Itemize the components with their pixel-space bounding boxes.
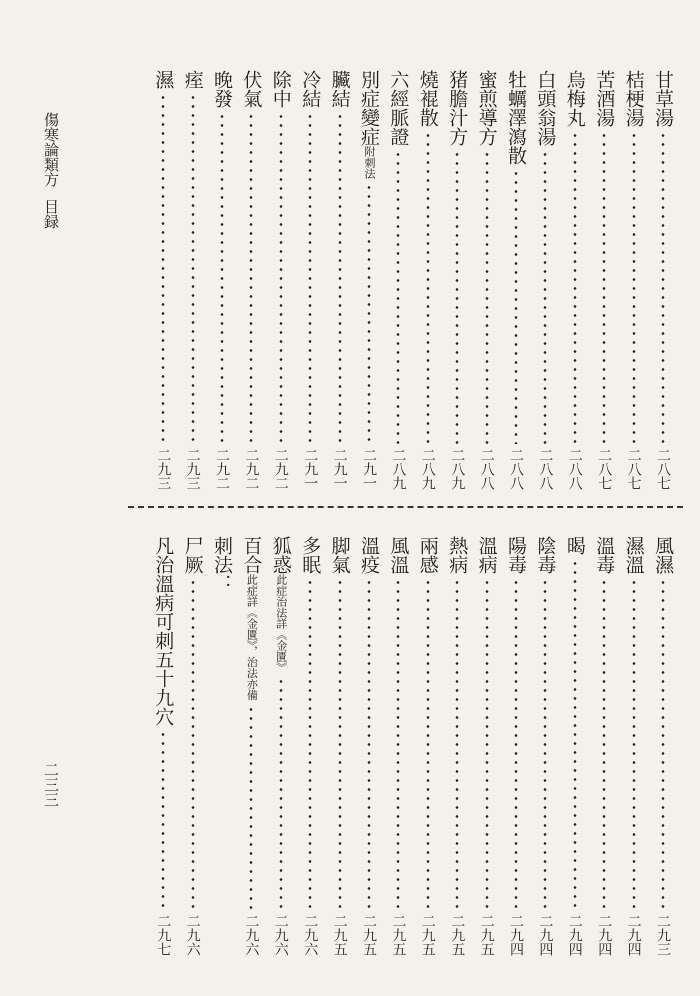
- entry-page: 二九六: [302, 914, 319, 956]
- dot-leader: [297, 578, 323, 910]
- dot-leader: [150, 730, 176, 910]
- book-title: 傷寒論類方: [42, 112, 60, 187]
- entry-title: 熱病: [446, 536, 469, 574]
- toc-entry: [503, 536, 529, 956]
- entry-page: 二九七: [155, 914, 172, 956]
- entry-page: 二九一: [331, 448, 348, 490]
- entry-page: 二八八: [537, 448, 554, 490]
- section-divider: [128, 506, 683, 508]
- toc-entry: [474, 70, 500, 490]
- entry-page: 二八七: [655, 448, 671, 490]
- dot-leader: [444, 578, 470, 910]
- dot-leader: [591, 578, 617, 910]
- entry-title: 多眠: [299, 536, 322, 574]
- toc-entry: [297, 70, 323, 490]
- entry-title: 猪膽汁方: [446, 70, 469, 146]
- toc-entry: [621, 536, 647, 956]
- dot-leader: [150, 93, 176, 444]
- entry-page: 二九四: [625, 914, 642, 956]
- entry-page: 二八九: [419, 448, 436, 490]
- toc-entry: [415, 536, 441, 956]
- dot-leader: [503, 578, 529, 910]
- toc-entry: [268, 536, 294, 956]
- entry-page: 二九六: [272, 914, 289, 956]
- entry-title: 痓: [181, 70, 204, 89]
- entry-page: 二八八: [478, 448, 495, 490]
- entry-title: 桔梗湯: [622, 70, 645, 127]
- toc-entry: [356, 70, 382, 490]
- section-label: 目録: [42, 199, 60, 229]
- entry-title: 溫疫: [358, 536, 380, 574]
- entry-title: 脚氣: [328, 536, 351, 574]
- entry-page: 二八七: [625, 448, 642, 490]
- dot-leader: [621, 131, 647, 444]
- dot-leader: [238, 705, 264, 911]
- entry-page: 二八九: [449, 448, 466, 490]
- toc-entry: [591, 70, 617, 490]
- entry-title: 溫病: [475, 536, 498, 574]
- entry-page: 二九五: [449, 914, 466, 956]
- entry-page: 二九六: [243, 914, 260, 956]
- dot-leader: [268, 677, 294, 910]
- toc-entry: [532, 70, 558, 490]
- toc-entry: [297, 536, 323, 956]
- toc-entry: [621, 70, 647, 490]
- toc-entry: [562, 70, 588, 490]
- dot-leader: [562, 131, 588, 444]
- entry-page: 二九三: [184, 448, 201, 490]
- toc-entry: [474, 536, 500, 956]
- entry-title: 風濕: [652, 536, 674, 574]
- dot-leader: [532, 150, 558, 444]
- entry-page: 二八九: [390, 448, 407, 490]
- entry-page: 二九四: [537, 914, 554, 956]
- toc-entry: [238, 70, 264, 490]
- dot-leader: [327, 578, 353, 910]
- dot-leader: [650, 578, 676, 910]
- toc-entry: [385, 70, 411, 490]
- entry-title: 狐惑: [269, 536, 292, 574]
- entry-page: 二九五: [478, 914, 495, 956]
- dot-leader: [503, 169, 529, 444]
- toc-entry: [444, 70, 470, 490]
- dot-leader: [209, 112, 235, 444]
- toc-entry: [385, 536, 411, 956]
- entry-page: 二九一: [302, 448, 319, 490]
- page-number: 二三三: [42, 762, 60, 807]
- entry-title: 蜜煎導方: [475, 70, 498, 146]
- dot-leader: [591, 131, 617, 444]
- entry-page: 二八七: [596, 448, 613, 490]
- entry-title: 濕溫: [622, 536, 645, 574]
- entry-title: 尸厥: [181, 536, 204, 574]
- entry-page: 二九六: [184, 914, 201, 956]
- entry-page: 二九二: [272, 448, 289, 490]
- toc-entry: [180, 70, 206, 490]
- dot-leader: [297, 112, 323, 444]
- toc-entry: [503, 70, 529, 490]
- dot-leader: [621, 578, 647, 910]
- entry-page: 二九二: [214, 448, 230, 490]
- toc-entry: [209, 70, 235, 490]
- dot-leader: [415, 578, 441, 910]
- entry-page: 二九四: [566, 914, 583, 956]
- toc-entry: [209, 536, 235, 956]
- toc-entry: [150, 536, 176, 956]
- entry-title: 六經脈證: [387, 70, 410, 146]
- entry-page: 二九五: [331, 914, 348, 956]
- entry-page: 二九五: [361, 914, 377, 956]
- dot-leader: [444, 150, 470, 444]
- dot-leader: [327, 112, 353, 444]
- entry-page: 二九四: [508, 914, 524, 956]
- dot-leader: [562, 559, 588, 910]
- entry-page: 二九一: [361, 448, 377, 490]
- entry-title: 苦酒湯: [593, 70, 616, 127]
- toc-entry: [415, 70, 441, 490]
- dot-leader: [385, 150, 411, 444]
- entry-title: 除中: [269, 70, 292, 108]
- dot-leader: [356, 183, 382, 444]
- dot-leader: [474, 150, 500, 444]
- toc-entry: [650, 536, 676, 956]
- toc-entry: [532, 536, 558, 956]
- entry-page: 二八八: [566, 448, 583, 490]
- entry-title: 風溫: [387, 536, 410, 574]
- entry-page: 二九三: [155, 448, 172, 490]
- entry-note: 此症詳《金匱》，治法亦備: [245, 574, 259, 701]
- toc-entry: [180, 536, 206, 956]
- entry-title: 陽毒: [505, 536, 527, 574]
- toc-entry: [650, 70, 676, 490]
- dot-leader: [532, 578, 558, 910]
- entry-title: 刺法：: [211, 536, 233, 593]
- entry-title: 冷結: [299, 70, 322, 108]
- entry-title: 伏氣: [240, 70, 263, 108]
- dot-leader: [356, 578, 382, 910]
- entry-title: 甘草湯: [652, 70, 674, 127]
- entry-title: 兩感: [416, 536, 439, 574]
- entry-page: 二九四: [596, 914, 613, 956]
- running-header: [42, 112, 60, 229]
- entry-page: 二九五: [390, 914, 407, 956]
- toc-entry: [562, 536, 588, 956]
- entry-title: 凡治溫病可刺五十九穴: [152, 536, 175, 726]
- entry-page: 二九三: [655, 914, 671, 956]
- entry-page: 二八八: [508, 448, 524, 490]
- entry-title: 白頭翁湯: [534, 70, 557, 146]
- toc-entry: [356, 536, 382, 956]
- entry-note: 附刺法: [363, 146, 376, 179]
- entry-page: 二九二: [243, 448, 260, 490]
- dot-leader: [180, 578, 206, 910]
- dot-leader: [238, 112, 264, 444]
- entry-title: 溫毒: [593, 536, 616, 574]
- entry-note: 此症治法詳《金匱》: [274, 574, 288, 673]
- toc-entry: [327, 536, 353, 956]
- toc-entry: [327, 70, 353, 490]
- toc-entry: [268, 70, 294, 490]
- toc-entry: [444, 536, 470, 956]
- dot-leader: [385, 578, 411, 910]
- dot-leader: [268, 112, 294, 444]
- entry-title: 晚發: [211, 70, 233, 108]
- entry-title: 牡蠣澤瀉散: [505, 70, 527, 165]
- entry-title: 別症變症: [358, 70, 380, 146]
- toc-entry: [238, 536, 264, 956]
- dot-leader: [180, 93, 206, 444]
- dot-leader: [415, 131, 441, 444]
- entry-title: 濕: [152, 70, 175, 89]
- entry-title: 臟結: [328, 70, 351, 108]
- dot-leader: [650, 131, 676, 444]
- entry-title: 陰毒: [534, 536, 557, 574]
- entry-title: 烏梅丸: [563, 70, 586, 127]
- toc-entry: [591, 536, 617, 956]
- entry-title: 暍: [563, 536, 586, 555]
- entry-page: 二九五: [419, 914, 436, 956]
- entry-title: 燒裩散: [416, 70, 439, 127]
- dot-leader: [474, 578, 500, 910]
- entry-title: 百合: [240, 536, 263, 574]
- toc-entry: [150, 70, 176, 490]
